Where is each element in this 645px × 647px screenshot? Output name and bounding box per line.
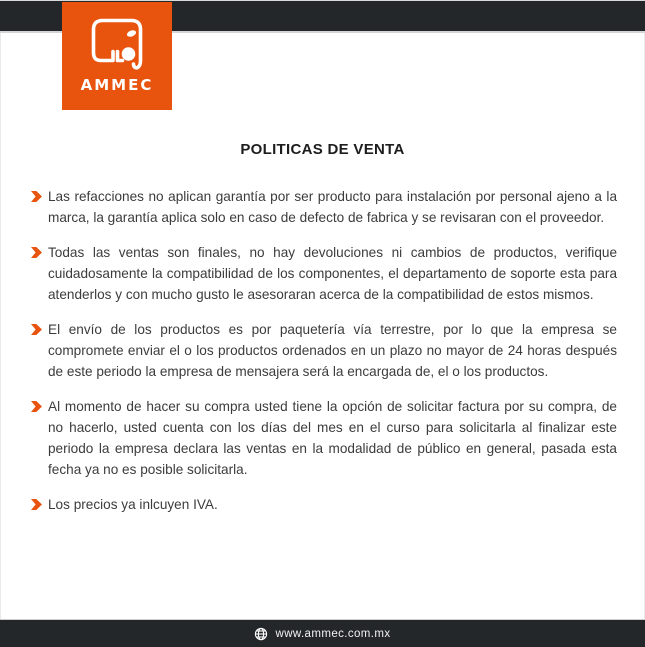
policy-text: Todas las ventas son finales, no hay devoluciones ni cambios de productos, verifique cuidadosamente la compatibilidad de los componentes, el departamento de soporte esta para atenderlos y con mucho gusto le asesoraran acerca de la compatibilidad de estos mismos. [48,245,617,302]
policy-list [31,186,617,515]
logo-wordmark: AMMEC [80,76,154,94]
policy-item [31,242,617,305]
page-title: POLITICAS DE VENTA [240,141,405,158]
ammec-logo [62,2,172,110]
policy-text: Los precios ya inlcuyen IVA. [48,497,218,512]
policy-text: Al momento de hacer su compra usted tiene la opción de solicitar factura por su compra, de no hacerlo, usted cuenta con los días del mes en el curso para solicitarla al finalizar este periodo la empresa declara las ventas en la modalidad de público en general, pasada esta fecha ya no es posible solicitarla. [48,399,617,477]
globe-icon [254,627,268,641]
policy-item [31,186,617,228]
bullet-arrow-icon [31,324,42,335]
bullet-arrow-icon [31,191,42,202]
bullet-arrow-icon [31,401,42,412]
policy-item [31,396,617,480]
policy-item [31,494,617,515]
bottom-dark-bar [0,619,645,647]
policy-text: Las refacciones no aplican garantía por ser producto para instalación por personal ajeno a la marca, la garantía aplica solo en caso de defecto de fabrica y se revisaran con el proveedor. [48,189,617,225]
policy-text: El envío de los productos es por paquetería vía terrestre, por lo que la empresa se compromete enviar el o los productos ordenados en un plazo no mayor de 24 horas después de este periodo la empresa de mensajera será la encargada de, el o los productos. [48,322,617,379]
policy-item [31,319,617,382]
elephant-icon [88,2,146,73]
bullet-arrow-icon [31,499,42,510]
bullet-arrow-icon [31,247,42,258]
website-link[interactable]: www.ammec.com.mx [275,627,391,640]
